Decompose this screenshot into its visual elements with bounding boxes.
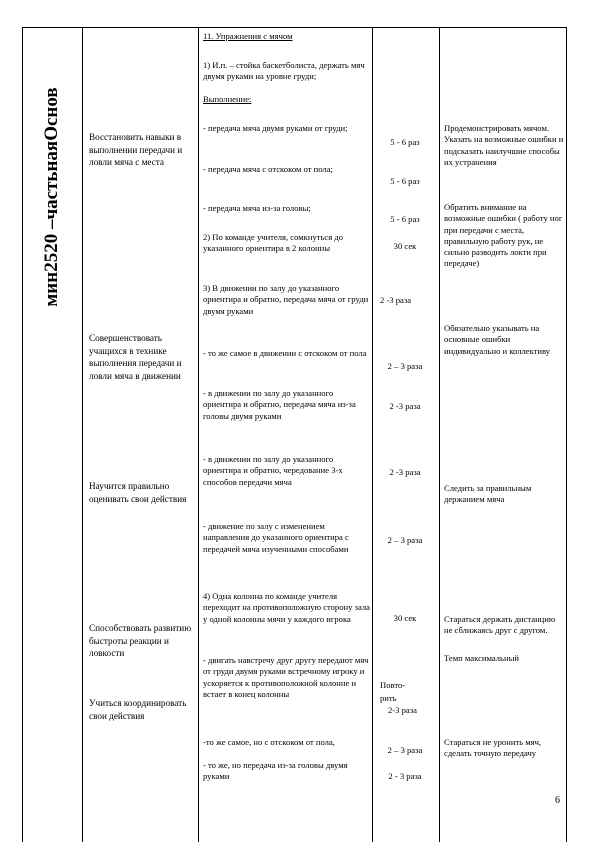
dosage-value: 2 – 3 раза bbox=[387, 361, 423, 371]
exercise-item: -то же самое, но с отскоком от пола, bbox=[203, 737, 335, 747]
dosage-value: 2 – 3 раза bbox=[387, 745, 423, 755]
dosage-value: рить bbox=[380, 693, 397, 703]
exercise-item: - движение по залу с изменением направления до указанного ориентира с передачей мяча изученными способами bbox=[203, 521, 349, 554]
page-number: 6 bbox=[555, 795, 560, 806]
exercise-item: - в движении по залу до указанного ориентира и обратно, передача мяча из-за головы двумя руками bbox=[203, 388, 356, 421]
execution-label: Выполнение: bbox=[203, 94, 252, 104]
method-note: Обратить внимание на возможные ошибки ( работу ног при передачи с места, правильную работу рук, не сильно разводить локти при передаче) bbox=[444, 202, 563, 269]
dosage-value: 2 -3 раза bbox=[380, 295, 412, 305]
dosage-value: Повто- bbox=[380, 680, 406, 690]
exercise-item: - в движении по залу до указанного ориентира и обратно, чередование 3-х способов передачи мяча bbox=[203, 454, 343, 487]
goal-text: Учиться координировать свои действия bbox=[89, 698, 187, 721]
exercise-item: - передача мяча из-за головы; bbox=[203, 203, 311, 213]
dosage-value: 2 -3 раза bbox=[389, 467, 421, 477]
dosage-value: 5 - 6 раз bbox=[390, 214, 420, 224]
exercise-item: 2) По команде учителя, сомкнуться до указанного ориентира в 2 колонны bbox=[203, 232, 344, 254]
goal-text: Восстановить навыки в выполнении передачи и ловли мяча с места bbox=[89, 132, 183, 167]
table-border-top bbox=[22, 27, 567, 28]
method-note: Стараться не уронить мяч, сделать точную передачу bbox=[444, 737, 542, 759]
section-label: мин2520 –частьнаяОснов bbox=[41, 87, 62, 307]
exercise-heading: 11. Упражнения с мячом bbox=[203, 31, 293, 41]
column-divider bbox=[372, 27, 373, 842]
column-divider bbox=[198, 27, 199, 842]
exercise-item: - двигать навстречу друг другу передают мяч от груди двумя руками встречному игроку и ускоряется к противоположной колонне и встает в конец колонны bbox=[203, 655, 369, 699]
column-divider bbox=[439, 27, 440, 842]
method-note: Следить за правильным держанием мяча bbox=[444, 483, 532, 505]
dosage-value: 5 - 6 раз bbox=[390, 137, 420, 147]
goal-text: Способствовать развитию быстроты реакции и ловкости bbox=[89, 623, 192, 658]
column-divider bbox=[82, 27, 83, 842]
exercise-item: - передача мяча с отскоком от пола; bbox=[203, 164, 333, 174]
method-note: Продемонстрировать мячом. Указать на возможные ошибки и подсказать наилучшие способы их устранения bbox=[444, 123, 564, 167]
dosage-value: 2 - 3 раза bbox=[388, 771, 422, 781]
goal-text: Научится правильно оценивать свои действия bbox=[89, 481, 187, 504]
exercise-item: - передача мяча двумя руками от груди; bbox=[203, 123, 348, 133]
goal-text: Совершенствовать учащихся в технике выполнения передачи и ловли мяча в движении bbox=[89, 333, 182, 381]
exercise-item: 4) Одна колонна по команде учителя переходит на противоположную сторону зала у одной колонны мячи у каждого игрока bbox=[203, 591, 370, 624]
dosage-value: 5 - 6 раз bbox=[390, 176, 420, 186]
method-note: Обязательно указывать на основные ошибки индивидуально и коллективу bbox=[444, 323, 551, 356]
lesson-table bbox=[22, 27, 567, 842]
table-border-left bbox=[22, 27, 23, 842]
table-border-right bbox=[566, 27, 567, 842]
dosage-value: 30 сек bbox=[393, 241, 417, 251]
dosage-value: 2 – 3 раза bbox=[387, 535, 423, 545]
method-note: Стараться держать дистанцию не сближаясь друг с другом. bbox=[444, 614, 556, 636]
dosage-value: 2 -3 раза bbox=[389, 401, 421, 411]
dosage-value: 30 сек bbox=[393, 613, 417, 623]
exercise-item: - то же самое в движении с отскоком от пола bbox=[203, 348, 367, 358]
exercise-item: - то же, но передача из-за головы двумя руками bbox=[203, 760, 348, 782]
dosage-value: 2-3 раза bbox=[388, 705, 417, 715]
start-position: 1) И.п. – стойка баскетболиста, держать мяч двумя руками на уровне груди; bbox=[203, 60, 365, 82]
exercise-item: 3) В движении по залу до указанного ориентира и обратно, передача мяча от груди двумя руками bbox=[203, 283, 369, 316]
method-note: Темп максимальный bbox=[444, 653, 519, 663]
